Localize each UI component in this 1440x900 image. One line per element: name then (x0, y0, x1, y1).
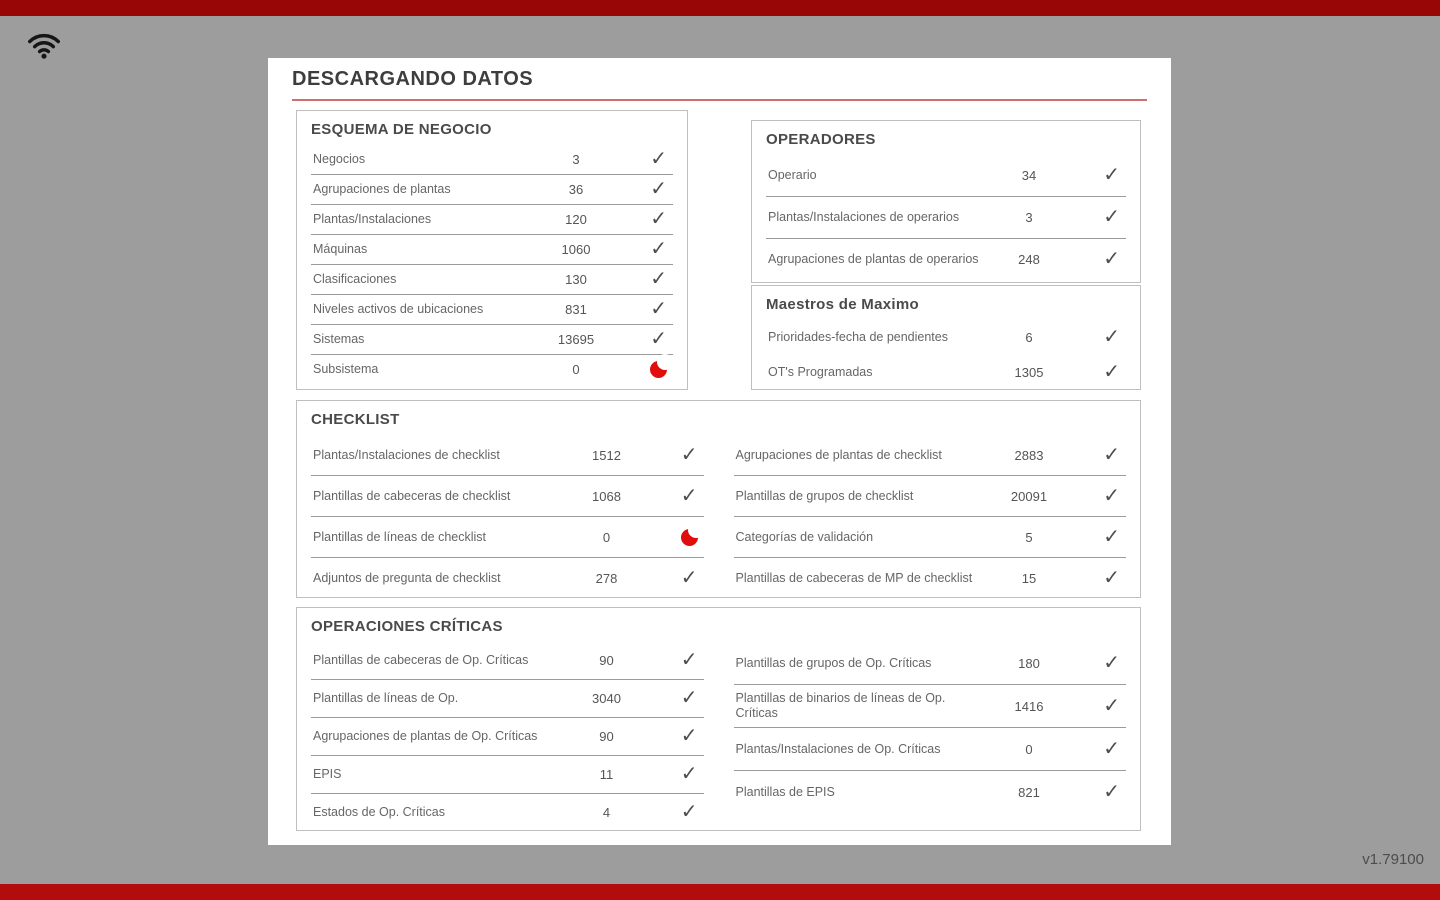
check-icon (681, 445, 698, 466)
row-value: 6 (1025, 330, 1033, 345)
row-label: Plantillas de líneas de Op. (313, 691, 459, 705)
row-label: EPIS (313, 767, 342, 781)
check-icon (1103, 782, 1120, 803)
row-label: Subsistema (313, 362, 379, 376)
row-label: Adjuntos de pregunta de checklist (313, 570, 501, 585)
check-icon (1103, 486, 1120, 507)
row-value: 180 (1018, 655, 1040, 671)
row-label: OT's Programadas (768, 365, 873, 379)
row-label: Plantillas de binarios de líneas de Op. Críticas (735, 691, 946, 720)
row-label: Clasificaciones (313, 272, 397, 286)
check-icon (681, 486, 698, 507)
table-row (734, 771, 1127, 813)
row-value: 11 (599, 767, 614, 782)
row-value: 0 (572, 362, 580, 377)
bottom-bar (0, 884, 1440, 900)
row-value: 20091 (1010, 488, 1048, 504)
row-label: Sistemas (313, 332, 365, 346)
panel-operaciones-criticas (296, 607, 1141, 831)
check-icon (1103, 362, 1120, 383)
row-label: Plantas/Instalaciones de Op. Críticas (735, 741, 941, 756)
row-value: 36 (568, 182, 584, 197)
check-icon (1103, 696, 1120, 717)
check-icon (1103, 327, 1120, 348)
table-row (734, 517, 1127, 558)
panel-title: Maestros de Maximo (766, 296, 919, 313)
check-icon (650, 299, 667, 320)
row-value: 3 (572, 152, 580, 167)
row-value: 1060 (561, 242, 591, 257)
row-value: 3 (1025, 210, 1033, 225)
table-row (766, 355, 1126, 390)
check-icon (1103, 568, 1120, 589)
check-icon (681, 764, 698, 785)
table-row (734, 728, 1127, 771)
table-row (311, 718, 704, 756)
table-row (311, 205, 673, 235)
row-label: Plantas/Instalaciones de checklist (313, 447, 500, 462)
panel-title: ESQUEMA DE NEGOCIO (311, 121, 492, 138)
row-value: 1068 (592, 488, 621, 504)
check-icon (650, 149, 667, 170)
check-icon (1103, 207, 1120, 228)
row-value: 248 (1018, 252, 1040, 267)
row-label: Plantas/Instalaciones (313, 212, 432, 226)
check-icon (681, 726, 698, 747)
row-value: 130 (565, 272, 587, 287)
table-row (734, 685, 1127, 728)
row-label: Niveles activos de ubicaciones (313, 302, 484, 316)
row-label: Plantillas de grupos de checklist (735, 488, 914, 503)
row-label: Máquinas (313, 242, 368, 256)
check-icon (681, 688, 698, 709)
row-label: Agrupaciones de plantas de Op. Críticas (313, 729, 538, 743)
check-icon (650, 329, 667, 350)
panel-checklist (296, 400, 1141, 598)
panel-title: CHECKLIST (311, 411, 400, 428)
wifi-icon (24, 28, 64, 69)
table-row (766, 239, 1126, 280)
row-label: Plantillas de cabeceras de checklist (313, 488, 511, 503)
table-row (734, 435, 1127, 476)
table-row (311, 680, 704, 718)
table-row (311, 175, 673, 205)
table-row (311, 145, 673, 175)
table-row (311, 794, 704, 831)
check-icon (650, 209, 667, 230)
row-value: 0 (1025, 741, 1033, 757)
row-label: Agrupaciones de plantas (313, 182, 451, 196)
row-label: Operario (768, 168, 817, 182)
row-label: Negocios (313, 152, 366, 166)
row-label: Plantillas de cabeceras de MP de checklist (735, 570, 973, 585)
row-value: 3040 (592, 691, 621, 706)
row-value: 1305 (1014, 365, 1044, 380)
check-icon (681, 802, 698, 823)
loading-icon (681, 529, 698, 546)
check-icon (1103, 653, 1120, 674)
loading-icon (650, 361, 667, 378)
panel-title: OPERADORES (766, 131, 876, 148)
table-row (311, 558, 704, 598)
row-value: 278 (595, 570, 618, 586)
table-row (766, 197, 1126, 239)
check-icon (681, 568, 698, 589)
page-title: DESCARGANDO DATOS (292, 68, 534, 90)
row-value: 120 (565, 212, 587, 227)
row-value: 34 (1021, 168, 1037, 183)
row-label: Plantillas de cabeceras de Op. Críticas (313, 653, 529, 667)
table-row (766, 155, 1126, 197)
table-row (311, 476, 704, 517)
top-status-bar (0, 0, 1440, 16)
table-row (311, 295, 673, 325)
row-label: Plantas/Instalaciones de operarios (768, 210, 960, 224)
row-label: Agrupaciones de plantas de checklist (735, 447, 942, 462)
row-value: 90 (599, 729, 614, 744)
row-value: 13695 (557, 332, 595, 347)
row-value: 831 (565, 302, 587, 317)
row-value: 821 (1018, 784, 1040, 800)
panel-esquema-de-negocio (296, 110, 688, 390)
row-label: Agrupaciones de plantas de operarios (768, 252, 979, 266)
check-icon (1103, 249, 1120, 270)
row-label: Estados de Op. Críticas (313, 805, 446, 819)
table-row (311, 435, 704, 476)
row-label: Categorías de validación (735, 529, 874, 544)
row-value: 1512 (592, 447, 621, 463)
table-row (734, 558, 1127, 598)
row-value: 1416 (1014, 698, 1044, 714)
table-row (311, 325, 673, 355)
check-icon (1103, 739, 1120, 760)
panel-maestros-de-maximo (751, 285, 1141, 390)
row-label: Prioridades-fecha de pendientes (768, 330, 948, 344)
table-row (734, 642, 1127, 685)
table-row (311, 517, 704, 558)
row-label: Plantillas de EPIS (735, 784, 835, 799)
row-value: 15 (1021, 570, 1037, 586)
row-value: 0 (602, 529, 611, 545)
download-progress-card (268, 58, 1171, 845)
check-icon (650, 179, 667, 200)
check-icon (650, 269, 667, 290)
check-icon (1103, 445, 1120, 466)
row-label: Plantillas de líneas de checklist (313, 529, 487, 544)
row-value: 4 (602, 805, 611, 820)
row-value: 5 (1025, 529, 1033, 545)
check-icon (1103, 165, 1120, 186)
table-row (311, 355, 673, 384)
app-version-label: v1.79100 (1362, 851, 1424, 868)
check-icon (1103, 527, 1120, 548)
row-value: 90 (599, 653, 614, 668)
panel-operadores (751, 120, 1141, 283)
title-underline (292, 99, 1147, 101)
panel-title: OPERACIONES CRÍTICAS (311, 618, 503, 635)
table-row (311, 265, 673, 295)
row-value: 2883 (1014, 447, 1044, 463)
row-label: Plantillas de grupos de Op. Críticas (735, 655, 932, 670)
table-row (311, 642, 704, 680)
table-row (734, 476, 1127, 517)
check-icon (650, 239, 667, 260)
table-row (311, 756, 704, 794)
table-row (311, 235, 673, 265)
table-row (766, 320, 1126, 355)
check-icon (681, 650, 698, 671)
